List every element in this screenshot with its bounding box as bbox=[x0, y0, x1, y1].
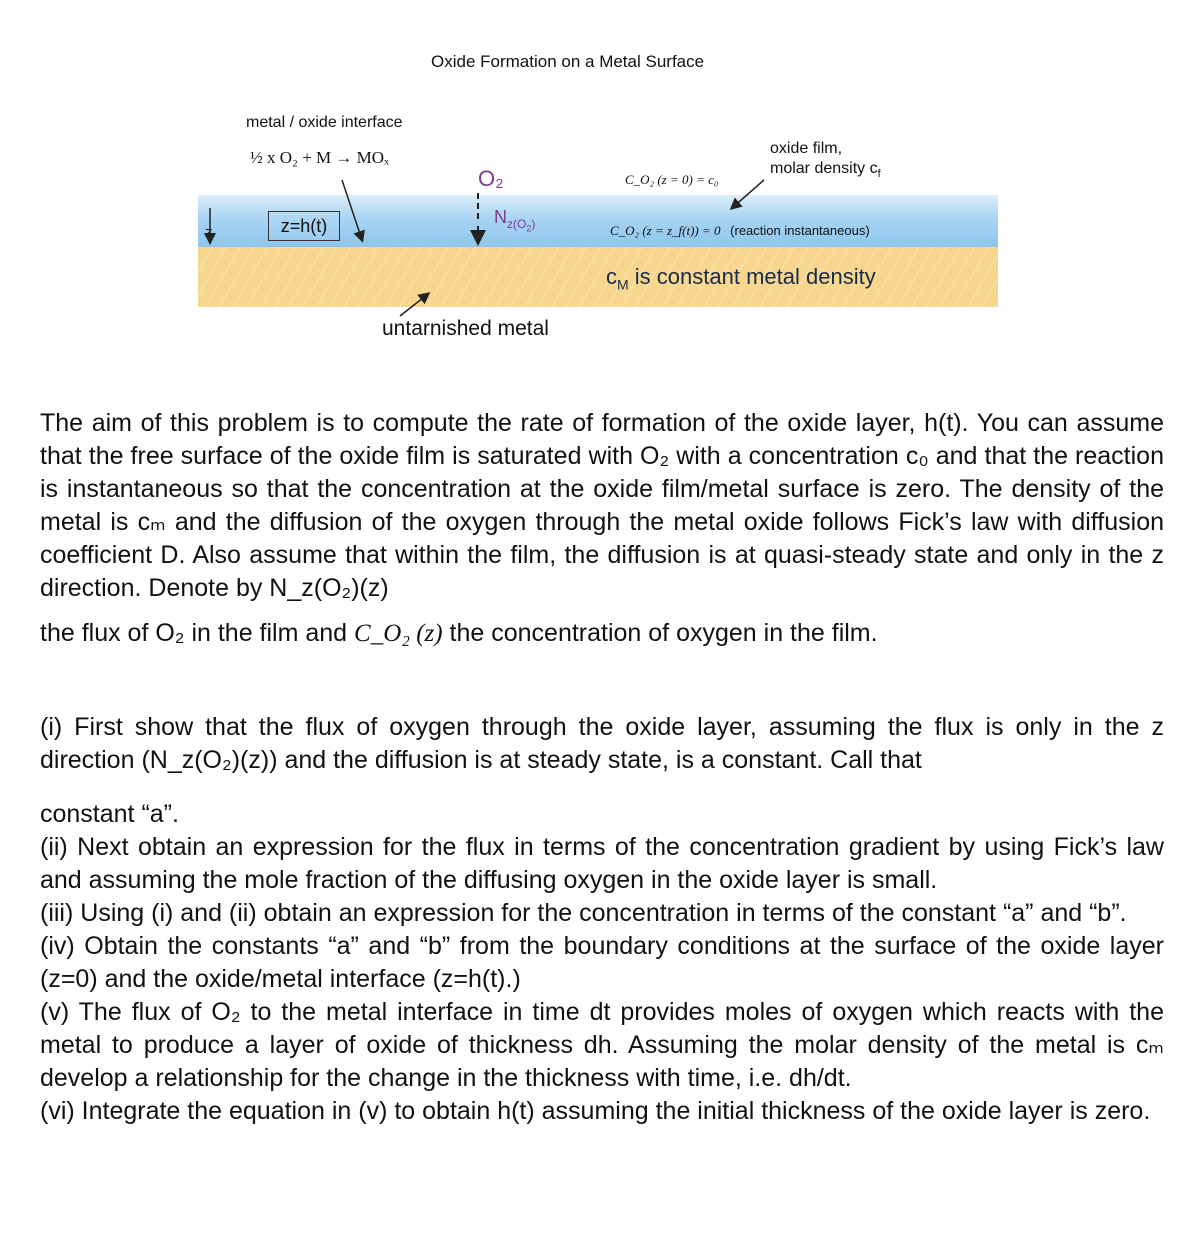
interface-pointer-arrow bbox=[342, 180, 362, 240]
concentration-symbol: C_O₂ (z) bbox=[354, 620, 443, 647]
oxide-film-pointer-arrow bbox=[732, 180, 764, 208]
problem-intro: The aim of this problem is to compute the rate of formation of the oxide layer, h(t). You can assume that the free surface of the oxide film is saturated with O₂ with a concentration c₀ and that the reaction is instantaneous so that the concentration at the oxide film/metal surface is zero. The density of the metal is cₘ and the diffusion of the oxygen through the metal oxide follows Fick’s law with diffusion coefficient D. Also assume that within the film, the diffusion is at quasi-steady state and only in the z direction. Denote by N_z(O₂)(z) the flux of O₂ in the film and C_O₂ (z) the concentration of oxygen in the film. bbox=[40, 409, 1164, 647]
flux-label: $N_{z(O_2)}$ bbox=[494, 207, 536, 233]
reaction-equation: ½ x O₂ + M → MOₓ bbox=[250, 148, 389, 167]
part-v: (v) The flux of O₂ to the metal interface in time dt provides moles of oxygen which reacts with the metal to produce a layer of oxide of thickness dh. Assuming the molar density of the metal is cₘ develop a relationship for the change in the thickness with time, i.e. dh/dt. bbox=[40, 998, 1164, 1092]
flux-symbol-i: N_z(O₂)(z) bbox=[149, 746, 270, 774]
o2-label: O₂ bbox=[478, 166, 504, 191]
part-iv: (iv) Obtain the constants “a” and “b” from the boundary conditions at the surface of the oxide layer (z=0) and the oxide/metal interface (z=h(t).) bbox=[40, 932, 1164, 993]
z-position-box: z=h(t) bbox=[268, 211, 340, 241]
oxide-film-label: oxide film, molar density $c_f$ bbox=[770, 140, 881, 181]
z-axis-label: z bbox=[205, 224, 213, 241]
cm-constant-label: $c_M$ is constant metal density bbox=[606, 264, 876, 293]
part-ii: (ii) Next obtain an expression for the flux in terms of the concentration gradient by using Fick’s law and assuming the mole fraction of the diffusing oxygen in the oxide layer is small. bbox=[40, 833, 1164, 894]
part-i-constant: constant “a”. bbox=[40, 800, 179, 828]
bc-surface: C_O₂ (z = 0) = c₀ bbox=[625, 172, 719, 187]
interface-label: metal / oxide interface bbox=[246, 114, 403, 131]
part-i: (i) First show that the flux of oxygen through the oxide layer, assuming the flux is only in the z direction (N_z(O₂)(z)) and the diffusion is at steady state, is a constant. Call that bbox=[40, 713, 1164, 774]
figure-title: Oxide Formation on a Metal Surface bbox=[431, 52, 705, 71]
parts-list bbox=[40, 798, 1164, 1128]
part-iii: (iii) Using (i) and (ii) obtain an expression for the concentration in terms of the constant “a” and “b”. bbox=[40, 899, 1127, 927]
figure-arrows bbox=[0, 0, 1196, 400]
flux-symbol: N_z(O₂)(z) bbox=[269, 574, 389, 602]
untarnished-metal-label: untarnished metal bbox=[382, 317, 549, 340]
part-vi: (vi) Integrate the equation in (v) to obtain h(t) assuming the initial thickness of the oxide layer is zero. bbox=[40, 1097, 1151, 1125]
untarnished-pointer-arrow bbox=[400, 294, 428, 316]
bc-interface: C_O₂ (z = z_f(t)) = 0 (reaction instantaneous) bbox=[610, 223, 870, 238]
